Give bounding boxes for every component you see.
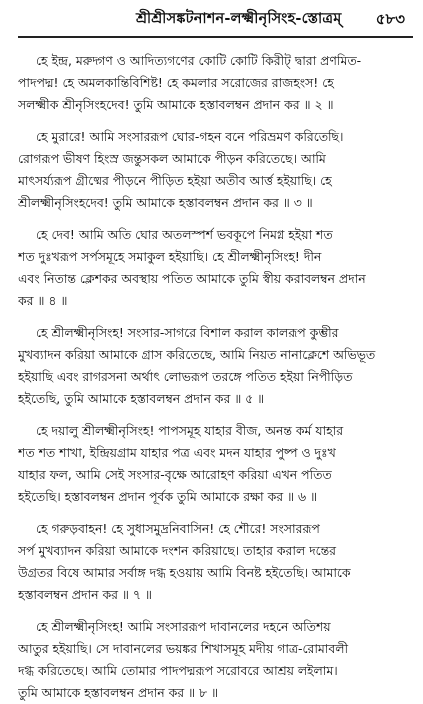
text-line: হইতেছি, তুমি আমাকে হস্তাবলম্বন প্রদান কর ॥ ৫ ॥ bbox=[18, 391, 265, 406]
text-line: আতুর হইয়াছি। সে দাবানলের ভয়ঙ্কর শিখাসমূহ মদীয় গাত্র-রোমাবলী bbox=[18, 641, 349, 656]
page-number: ৫৮৩ bbox=[375, 10, 405, 28]
text-line: মাৎসর্য্যরূপ গ্রীষ্মের পীড়নে পীড়িত হইয়া অতীব আর্ত্ত হইয়াছি। হে bbox=[18, 173, 332, 188]
text-line: কর ॥ ৪ ॥ bbox=[18, 293, 68, 308]
text-line: হে মুরারে! আমি সংসাররূপ ঘোর-গহন বনে পরিভ্রমণ করিতেছি। bbox=[36, 129, 344, 144]
text-line: শত দুঃখরূপ সর্পসমূহে সমাকুল হইয়াছি। হে শ্রীলক্ষ্মীনৃসিংহ! দীন bbox=[18, 249, 322, 264]
page-body bbox=[18, 50, 413, 704]
text-line: হস্তাবলম্বন প্রদান কর ॥ ৭ ॥ bbox=[18, 587, 152, 602]
verse-paragraph-2 bbox=[18, 50, 413, 116]
page-title: শ্রীশ্রীসঙ্কটনাশন-লক্ষ্মীনৃসিংহ-স্তোত্রম্ bbox=[136, 11, 342, 27]
text-line: হে শ্রীলক্ষ্মীনৃসিংহ! আমি সংসাররূপ দাবানলের দহনে অতিশয় bbox=[36, 619, 331, 634]
verse-paragraph-3 bbox=[18, 126, 413, 214]
verse-paragraph-8 bbox=[18, 616, 413, 704]
verse-paragraph-6 bbox=[18, 420, 413, 508]
text-line: শত শত শাখা, ইন্দ্রিয়গ্রাম যাহার পত্র এবং মদন যাহার পুষ্প ও দুঃখ bbox=[18, 445, 336, 460]
text-line: মুখব্যাদন করিয়া আমাকে গ্রাস করিতেছে, আমি নিয়ত নানাক্লেশে অভিভূত bbox=[18, 347, 376, 362]
verse-paragraph-7 bbox=[18, 518, 413, 606]
text-line: এবং নিতান্ত ক্লেশকর অবস্থায় পতিত আমাকে তুমি স্বীয় করাবলম্বন প্রদান bbox=[18, 271, 366, 286]
text-line: হে শ্রীলক্ষ্মীনৃসিংহ! সংসার-সাগরে বিশাল করাল কালরূপ কুম্ভীর bbox=[36, 325, 339, 340]
text-line: যাহার ফল, আমি সেই সংসার-বৃক্ষে আরোহণ করিয়া এখন পতিত bbox=[18, 467, 332, 482]
text-line: শ্রীলক্ষ্মীনৃসিংহদেব! তুমি আমাকে হস্তাবলম্বন প্রদান কর ॥ ৩ ॥ bbox=[18, 195, 313, 210]
text-line: উগ্রতর বিষে আমার সর্বাঙ্গ দগ্ধ হওয়ায় আমি বিনষ্ট হইতেছি। আমাকে bbox=[18, 565, 351, 580]
text-line: হইতেছি। হস্তাবলম্বন প্রদান পূর্বক তুমি আমাকে রক্ষা কর ॥ ৬ ॥ bbox=[18, 489, 317, 504]
text-line: দগ্ধ করিতেছে। আমি তোমার পাদপদ্মরূপ সরোবরে আশ্রয় লইলাম। bbox=[18, 663, 338, 678]
text-line: হে দয়ালু শ্রীলক্ষ্মীনৃসিংহ! পাপসমূহ যাহার বীজ, অনন্ত কর্ম যাহার bbox=[36, 423, 344, 438]
verse-paragraph-5 bbox=[18, 322, 413, 410]
text-line: রোগরূপ ভীষণ হিংস্র জন্তুসকল আমাকে পীড়ন করিতেছে। আমি bbox=[18, 151, 326, 166]
text-line: সলক্ষ্মীক শ্রীনৃসিংহদেব! তুমি আমাকে হস্তাবলম্বন প্রদান কর ॥ ২ ॥ bbox=[18, 97, 334, 112]
page-header bbox=[18, 6, 413, 38]
text-line: পাদপদ্ম! হে অমলকান্তিবিশিষ্ট! হে কমলার সরোজের রাজহংস! হে bbox=[18, 75, 334, 90]
text-line: সর্প মুখব্যাদন করিয়া আমাকে দংশন করিয়াছে। তাহার করাল দন্তের bbox=[18, 543, 336, 558]
text-line: হইয়াছি এবং রাগরসনা অর্থাৎ লোভরূপ তরঙ্গে পতিত হইয়া নিপীড়িত bbox=[18, 369, 353, 384]
text-line: হে দেব! আমি অতি ঘোর অতলস্পর্শ ভবকূপে নিমগ্ন হইয়া শত bbox=[36, 227, 333, 242]
text-line: হে গরুড়বাহন! হে সুধাসমুদ্রনিবাসিন! হে শৌরে! সংসাররূপ bbox=[36, 521, 320, 536]
text-line: হে ইন্দ্র, মরুদ্গণ ও আদিত্যগণের কোটি কোটি কিরীট্ দ্বারা প্রণমিত- bbox=[36, 53, 362, 68]
text-line: তুমি আমাকে হস্তাবলম্বন প্রদান কর ॥ ৮ ॥ bbox=[18, 685, 218, 700]
verse-paragraph-4 bbox=[18, 224, 413, 312]
